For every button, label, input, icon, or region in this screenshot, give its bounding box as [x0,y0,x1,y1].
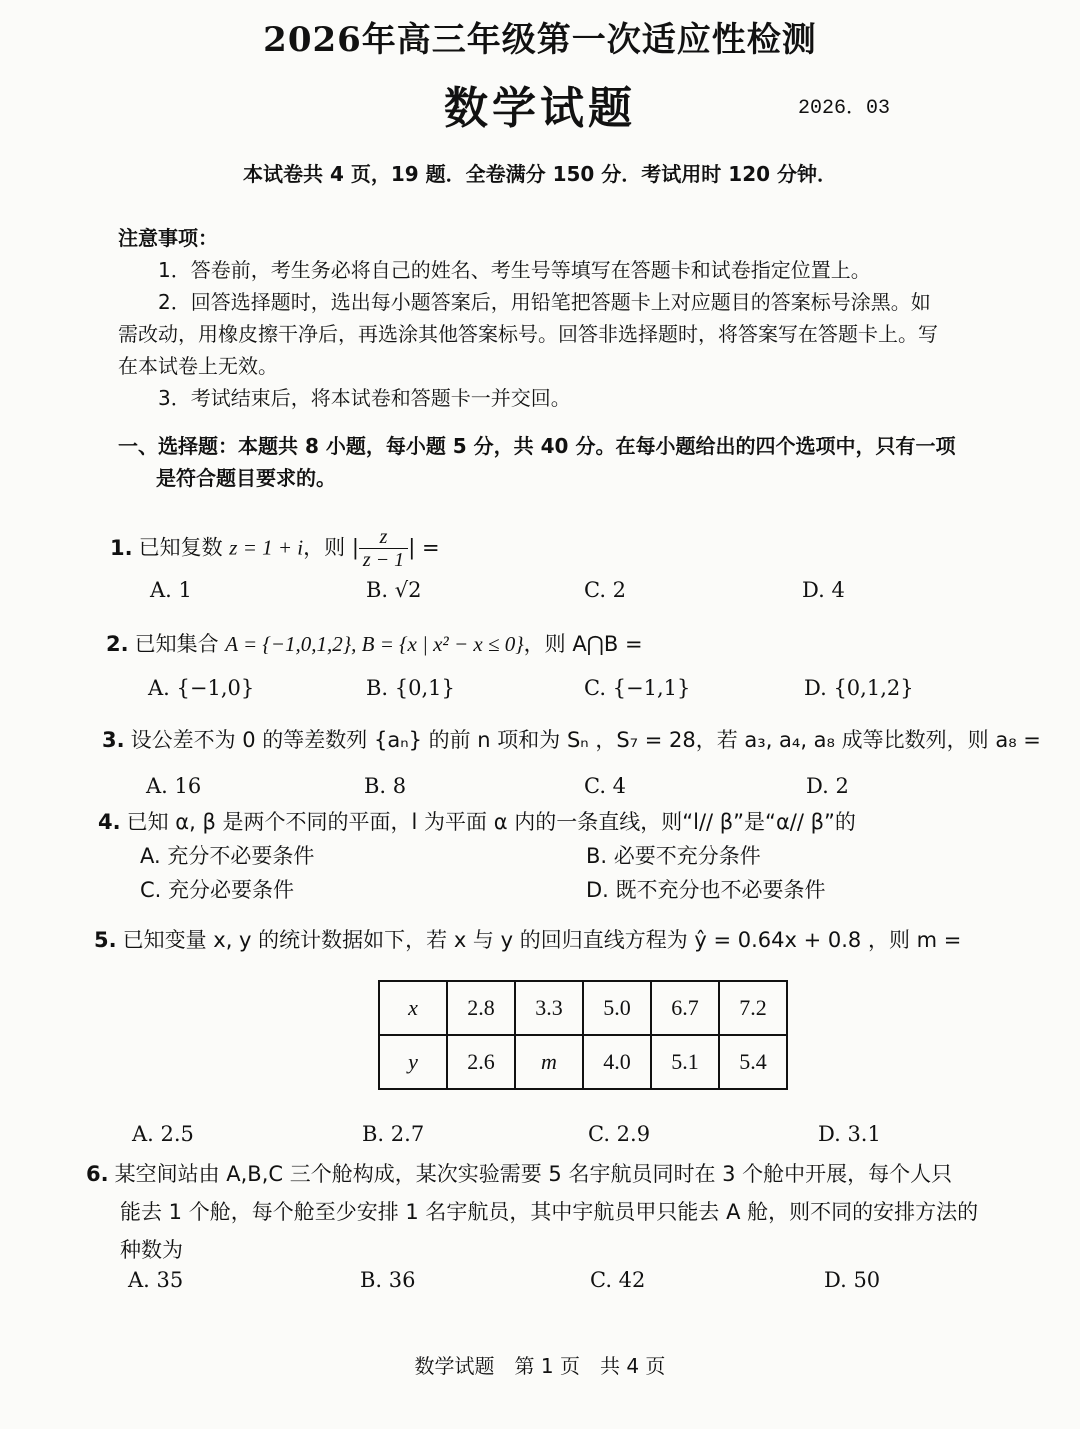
table-cell: m [515,1035,583,1089]
table-cell: 4.0 [583,1035,651,1089]
q6-option-b[interactable]: B. 36 [360,1268,416,1292]
q4-option-a[interactable]: A. 充分不必要条件 [140,844,315,868]
table-row [379,1035,787,1089]
question-6-stem-line-1: 6. 某空间站由 A,B,C 三个舱构成，某次实验需要 5 名宇航员同时在 3 个舱中开展，每个人只 [86,1162,953,1186]
question-2-stem: 2. 已知集合 A = {−1,0,1,2}, B = {x | x² − x ≤ 0}，则 A⋂B = [106,632,643,656]
q2-option-c[interactable]: C. {−1,1} [584,676,691,700]
note-line-3: 需改动，用橡皮擦干净后，再选涂其他答案标号。回答非选择题时，将答案写在答题卡上。写 [118,322,938,346]
q1-option-d[interactable]: D. 4 [802,578,845,602]
q1-option-b[interactable]: B. √2 [366,578,422,602]
note-line-4: 在本试卷上无效。 [118,354,278,378]
table-cell: 3.3 [515,981,583,1035]
data-table [378,980,788,1090]
table-cell: 5.0 [583,981,651,1035]
section-heading-line-1: 一、选择题：本题共 8 小题，每小题 5 分，共 40 分。在每小题给出的四个选项中，只有一项 [118,434,956,458]
subject-title: 数学试题 [444,83,636,134]
question-1-stem: 1. 已知复数 z = 1 + i，则 | $\frac{z}{z - 1}$ | = [110,526,440,571]
question-number: 6. [86,1162,109,1186]
q6-option-a[interactable]: A. 35 [128,1268,184,1292]
q3-option-c[interactable]: C. 4 [584,774,627,798]
q4-option-d[interactable]: D. 既不充分也不必要条件 [586,878,826,902]
question-number: 5. [94,928,117,952]
table-cell: 2.6 [447,1035,515,1089]
table-cell: 7.2 [719,981,787,1035]
fraction: $\frac{z}{z - 1}$ [359,526,408,571]
question-number: 4. [98,810,121,834]
q6-option-c[interactable]: C. 42 [590,1268,646,1292]
question-number: 1. [110,535,133,560]
exam-title: 2026年高三年级第一次适应性检测 [263,20,817,60]
q4-option-b[interactable]: B. 必要不充分条件 [586,844,761,868]
q1-option-a[interactable]: A. 1 [150,578,192,602]
q2-option-b[interactable]: B. {0,1} [366,676,455,700]
exam-info: 本试卷共 4 页，19 题．全卷满分 150 分．考试用时 120 分钟． [243,162,837,186]
page-footer: 数学试题 第 1 页 共 4 页 [414,1354,666,1378]
q5-option-b[interactable]: B. 2.7 [362,1122,425,1146]
note-line-1: 1．答卷前，考生务必将自己的姓名、考生号等填写在答题卡和试卷指定位置上。 [158,258,871,282]
question-number: 3. [102,728,125,752]
q5-option-a[interactable]: A. 2.5 [132,1122,194,1146]
note-line-5: 3．考试结束后，将本试卷和答题卡一并交回。 [158,386,571,410]
q5-option-c[interactable]: C. 2.9 [588,1122,651,1146]
table-cell: 6.7 [651,981,719,1035]
q3-option-d[interactable]: D. 2 [806,774,849,798]
question-4-stem: 4. 已知 α, β 是两个不同的平面，l 为平面 α 内的一条直线，则“l// β”是“α// β”的 [98,810,856,834]
table-cell: 5.1 [651,1035,719,1089]
notes-heading: 注意事项： [118,226,218,250]
question-3-stem: 3. 设公差不为 0 的等差数列 {aₙ} 的前 n 项和为 Sₙ ，S₇ = 28，若 a₃, a₄, a₈ 成等比数列，则 a₈ = [102,728,1041,752]
table-cell: 2.8 [447,981,515,1035]
note-line-2: 2．回答选择题时，选出每小题答案后，用铅笔把答题卡上对应题目的答案标号涂黑。如 [158,290,931,314]
q6-option-d[interactable]: D. 50 [824,1268,881,1292]
q2-option-d[interactable]: D. {0,1,2} [804,676,914,700]
q5-option-d[interactable]: D. 3.1 [818,1122,881,1146]
section-heading-line-2: 是符合题目要求的。 [156,466,336,490]
question-6-stem-line-3: 种数为 [120,1238,183,1262]
q4-option-c[interactable]: C. 充分必要条件 [140,878,295,902]
exam-date: 2026．03 [798,97,891,120]
table-cell: y [379,1035,447,1089]
table-cell: 5.4 [719,1035,787,1089]
table-row [379,981,787,1035]
question-6-stem-line-2: 能去 1 个舱，每个舱至少安排 1 名宇航员，其中宇航员甲只能去 A 舱，则不同的安排方法的 [120,1200,979,1224]
q3-option-b[interactable]: B. 8 [364,774,407,798]
q1-option-c[interactable]: C. 2 [584,578,627,602]
question-5-stem: 5. 已知变量 x, y 的统计数据如下，若 x 与 y 的回归直线方程为 ŷ = 0.64x + 0.8 ，则 m = [94,928,962,952]
q2-option-a[interactable]: A. {−1,0} [148,676,255,700]
table-cell: x [379,981,447,1035]
q3-option-a[interactable]: A. 16 [146,774,202,798]
question-number: 2. [106,632,129,656]
